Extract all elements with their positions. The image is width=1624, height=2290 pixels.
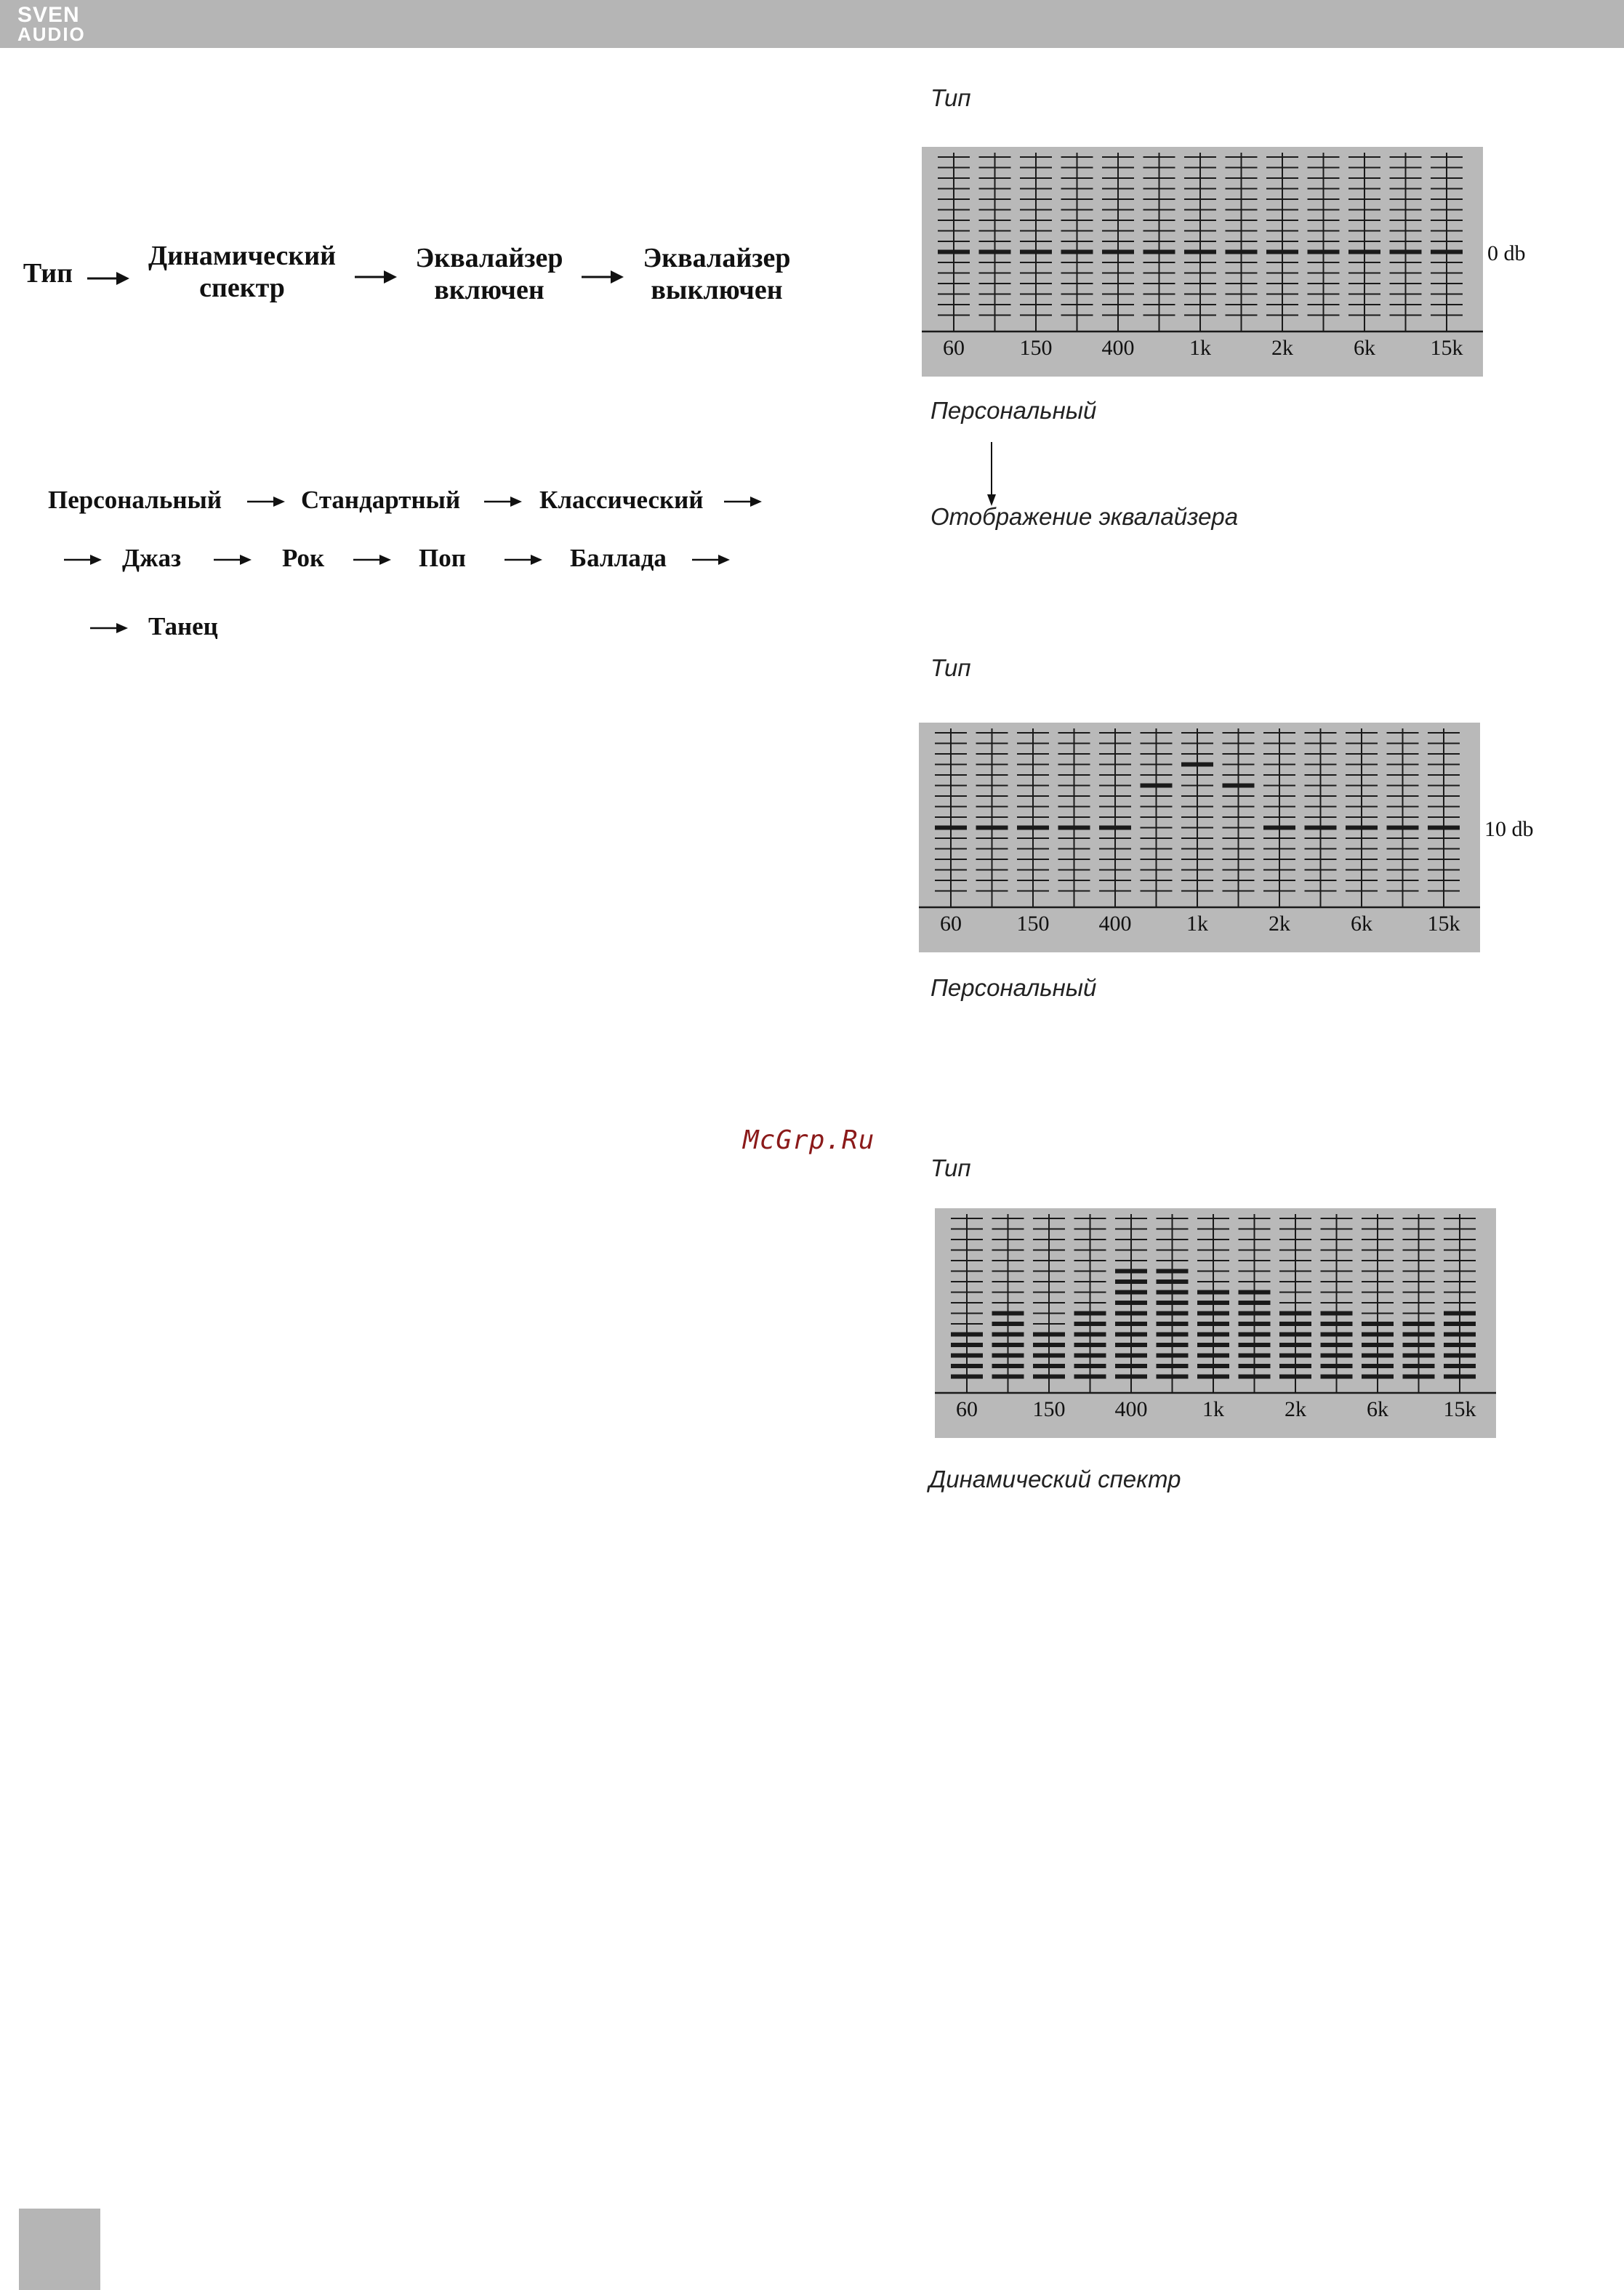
flow-item-eq-on: Эквалайзер включен bbox=[415, 243, 563, 305]
flow-arrow-1 bbox=[87, 268, 131, 289]
freq-label: 6k bbox=[1354, 336, 1375, 360]
header-bar bbox=[0, 0, 1624, 48]
flow-item-dynamic-spectrum: Динамический спектр bbox=[148, 241, 337, 303]
panel1-db-label: 0 db bbox=[1487, 241, 1526, 265]
watermark: McGrp.Ru bbox=[743, 1125, 875, 1155]
logo-line-2: AUDIO bbox=[17, 23, 86, 45]
preset-personal: Персональный bbox=[48, 486, 222, 514]
panel3-caption: Динамический спектр bbox=[929, 1466, 1181, 1492]
eq-graphic bbox=[919, 723, 1480, 952]
preset-dance: Танец bbox=[148, 612, 218, 640]
preset-arrow-4 bbox=[64, 551, 103, 569]
freq-label: 400 bbox=[1098, 912, 1132, 936]
freq-label: 60 bbox=[940, 912, 962, 936]
preset-arrow-2 bbox=[484, 493, 523, 510]
panel3-type-label: Тип bbox=[930, 1154, 971, 1181]
freq-label: 1k bbox=[1202, 1397, 1224, 1421]
preset-jazz: Джаз bbox=[122, 544, 182, 572]
freq-label: 15k bbox=[1427, 912, 1460, 936]
panel2-type-label: Тип bbox=[930, 654, 971, 681]
flow-item-type: Тип bbox=[23, 258, 73, 289]
eq-panel-2 bbox=[919, 723, 1480, 952]
preset-standard: Стандартный bbox=[301, 486, 461, 514]
eq-graphic bbox=[935, 1208, 1496, 1438]
preset-rock: Рок bbox=[282, 544, 325, 572]
freq-label: 60 bbox=[943, 336, 965, 360]
panel2-db-label: 10 db bbox=[1484, 817, 1534, 841]
preset-arrow-9 bbox=[90, 619, 129, 637]
preset-pop: Поп bbox=[419, 544, 466, 572]
panel2-caption: Персональный bbox=[930, 974, 1097, 1001]
flow-arrow-3 bbox=[582, 266, 625, 288]
panel1-caption: Персональный bbox=[930, 397, 1097, 424]
sven-audio-logo bbox=[17, 4, 112, 45]
freq-label: 6k bbox=[1351, 912, 1372, 936]
preset-classic: Классический bbox=[539, 486, 704, 514]
preset-arrow-3 bbox=[724, 493, 763, 510]
freq-label: 6k bbox=[1367, 1397, 1388, 1421]
freq-label: 2k bbox=[1269, 912, 1290, 936]
panel1-pointer-arrow bbox=[984, 442, 999, 507]
panel1-type-label: Тип bbox=[930, 84, 971, 111]
freq-label: 400 bbox=[1101, 336, 1135, 360]
flow-item-eq-off: Эквалайзер выключен bbox=[643, 243, 791, 305]
preset-arrow-7 bbox=[505, 551, 544, 569]
freq-label: 150 bbox=[1032, 1397, 1066, 1421]
freq-label: 15k bbox=[1430, 336, 1463, 360]
preset-arrow-8 bbox=[692, 551, 731, 569]
freq-label: 60 bbox=[956, 1397, 978, 1421]
preset-arrow-6 bbox=[353, 551, 393, 569]
eq-panel-1 bbox=[922, 147, 1483, 377]
freq-label: 1k bbox=[1189, 336, 1211, 360]
freq-label: 15k bbox=[1443, 1397, 1476, 1421]
freq-label: 150 bbox=[1019, 336, 1053, 360]
preset-arrow-1 bbox=[247, 493, 286, 510]
preset-ballad: Баллада bbox=[570, 544, 667, 572]
preset-arrow-5 bbox=[214, 551, 253, 569]
flow-arrow-2 bbox=[355, 266, 398, 288]
freq-label: 150 bbox=[1016, 912, 1050, 936]
eq-graphic bbox=[922, 147, 1483, 377]
freq-label: 400 bbox=[1114, 1397, 1148, 1421]
eq-panel-3 bbox=[935, 1208, 1496, 1438]
footer-page-block bbox=[19, 2209, 100, 2290]
freq-label: 1k bbox=[1186, 912, 1208, 936]
logo-line-1: SVEN bbox=[17, 3, 80, 27]
freq-label: 2k bbox=[1271, 336, 1293, 360]
freq-label: 2k bbox=[1285, 1397, 1306, 1421]
panel1-pointer-caption: Отображение эквалайзера bbox=[930, 503, 1239, 530]
